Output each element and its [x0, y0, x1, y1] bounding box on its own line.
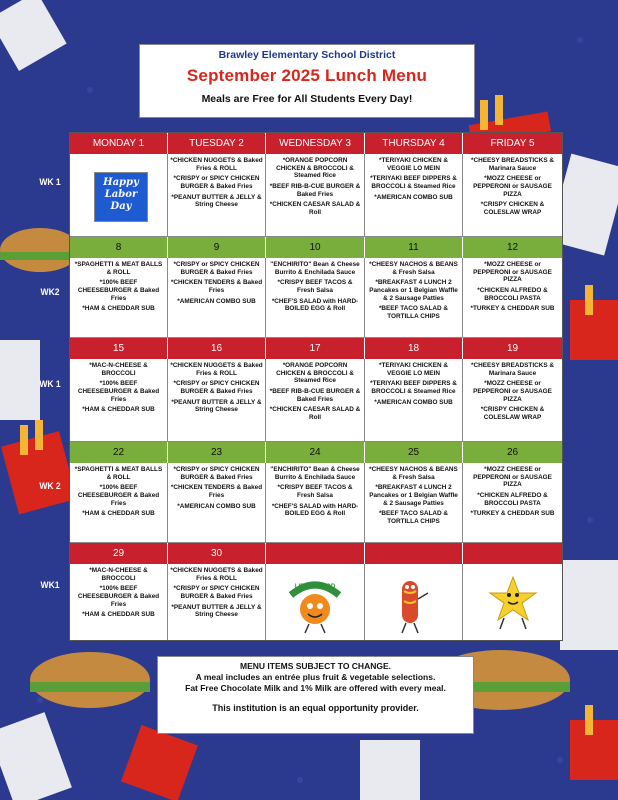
menu-item: *BEEF RIB-B-CUE BURGER & Baked Fries: [269, 183, 361, 198]
menu-item: *CRISPY or SPICY CHICKEN BURGER & Baked Fries: [173, 175, 260, 191]
menu-item: *MOZZ CHEESE or PEPPERONI or SAUSAGE PIZZA: [473, 380, 552, 403]
date-header: 17: [266, 338, 365, 359]
date-header: [365, 543, 463, 564]
menu-item: *TERIYAKI CHICKEN & VEGGIE LO MEIN: [378, 362, 448, 377]
menu-cell: [365, 258, 463, 338]
menu-cell: [70, 258, 168, 338]
menu-item: *CRISPY BEEF TACOS & Fresh Salsa: [277, 279, 353, 295]
footer-milk-notice: Fat Free Chocolate Milk and 1% Milk are offered with every meal.: [185, 683, 446, 693]
date-header: 22: [70, 442, 168, 463]
day-header-monday: MONDAY 1: [70, 133, 168, 154]
menu-item: *TURKEY & CHEDDAR SUB: [470, 510, 555, 518]
menu-item: *CRISPY CHICKEN & COLESLAW WRAP: [480, 406, 545, 422]
menu-cell: [70, 564, 168, 640]
menu-item: "ENCHIRITO" Bean & Cheese Burrito & Enchilada Sauce: [270, 466, 360, 481]
labor-day-text: Happy Labor Day: [103, 177, 139, 212]
week-label-3: WK 1: [39, 379, 61, 390]
date-header: 18: [365, 338, 463, 359]
day-header-thursday: THURSDAY 4: [365, 133, 463, 154]
menu-cell: [168, 154, 266, 237]
menu-cell: [463, 154, 562, 237]
menu-item: *100% BEEF CHEESEBURGER & Baked Fries: [77, 380, 160, 403]
menu-item: *CHICKEN ALFREDO & BROCCOLI PASTA: [477, 492, 548, 507]
menu-item: *TERIYAKI CHICKEN & VEGGIE LO MEIN: [378, 157, 448, 172]
date-header: 16: [168, 338, 266, 359]
menu-cell: [168, 564, 266, 640]
menu-item: *BEEF RIB-B-CUE BURGER & Baked Fries: [269, 388, 361, 403]
menu-item: *HAM & CHEDDAR SUB: [82, 305, 155, 313]
date-header: 11: [365, 237, 463, 258]
menu-item: *BEEF TACO SALAD & TORTILLA CHIPS: [378, 305, 449, 321]
menu-item: *HAM & CHEDDAR SUB: [82, 510, 155, 518]
date-header: 24: [266, 442, 365, 463]
menu-item: *CHICKEN CAESAR SALAD & Roll: [269, 201, 361, 217]
menu-item: *AMERICAN COMBO SUB: [177, 502, 256, 510]
menu-item: *AMERICAN COMBO SUB: [374, 398, 453, 406]
menu-cell: [463, 463, 562, 543]
menu-item: *CHICKEN CAESAR SALAD & Roll: [269, 406, 361, 422]
day-header-friday: FRIDAY 5: [463, 133, 562, 154]
menu-item: *MOZZ CHEESE or PEPPERONI or SAUSAGE PIZZA: [473, 466, 552, 489]
day-header-wednesday: WEDNESDAY 3: [266, 133, 365, 154]
date-header: 26: [463, 442, 562, 463]
menu-item: *TERIYAKI BEEF DIPPERS & BROCCOLI & Steamed Rice: [370, 175, 457, 191]
week-label-5: WK1: [40, 580, 60, 591]
footer-meal-description: A meal includes an entrée plus fruit & vegetable selections.: [195, 672, 436, 682]
menu-item: *SPAGHETTI & MEAT BALLS & ROLL: [74, 261, 163, 276]
date-header: 9: [168, 237, 266, 258]
menu-cell: [365, 359, 463, 442]
menu-item: *ORANGE POPCORN CHICKEN & BROCCOLI & Steamed Rice: [276, 157, 354, 180]
menu-cell: [463, 359, 562, 442]
menu-cell: [266, 258, 365, 338]
labor-day-image: [94, 172, 148, 222]
menu-item: *AMERICAN COMBO SUB: [177, 297, 256, 305]
week-label-4: WK 2: [39, 481, 61, 492]
menu-cell: [463, 258, 562, 338]
menu-cell: [70, 359, 168, 442]
menu-item: *CRISPY CHICKEN & COLESLAW WRAP: [480, 201, 545, 217]
menu-item: *CRISPY or SPICY CHICKEN BURGER & Baked Fries: [173, 466, 260, 481]
date-header: 23: [168, 442, 266, 463]
orange-mascot-icon: [285, 573, 345, 635]
menu-item: "ENCHIRITO" Bean & Cheese Burrito & Enchilada Sauce: [270, 261, 360, 276]
week-label-1: WK 1: [39, 177, 61, 188]
menu-header: [139, 44, 475, 118]
menu-item: *BREAKFAST 4 LUNCH 2 Pancakes or 1 Belgian Waffle & 2 Sausage Patties: [369, 279, 458, 302]
menu-item: *BEEF TACO SALAD & TORTILLA CHIPS: [378, 510, 449, 526]
menu-item: *CHEESY NACHOS & BEANS & Fresh Salsa: [369, 261, 458, 276]
menu-item: *MAC-N-CHEESE & BROCCOLI: [89, 567, 148, 582]
footer-equal-opportunity: This institution is an equal opportunity provider.: [212, 703, 419, 713]
menu-item: *MOZZ CHEESE or PEPPERONI or SAUSAGE PIZZA: [473, 175, 552, 198]
menu-item: *PEANUT BUTTER & JELLY & String Cheese: [171, 193, 262, 209]
date-header: 12: [463, 237, 562, 258]
menu-item: *CHICKEN NUGGETS & Baked Fries & ROLL: [170, 362, 263, 377]
menu-item: *100% BEEF CHEESEBURGER & Baked Fries: [77, 585, 160, 608]
menu-item: *CHICKEN NUGGETS & Baked Fries & ROLL: [170, 157, 263, 172]
menu-cell: [365, 154, 463, 237]
menu-item: *CHEESY NACHOS & BEANS & Fresh Salsa: [369, 466, 458, 481]
menu-item: *SPAGHETTI & MEAT BALLS & ROLL: [74, 466, 163, 481]
menu-item: *MOZZ CHEESE or PEPPERONI or SAUSAGE PIZZA: [473, 261, 552, 284]
star-mascot-icon: [488, 575, 538, 631]
menu-item: *100% BEEF CHEESEBURGER & Baked Fries: [77, 279, 160, 302]
mascot-cell-hotdog: [365, 564, 463, 640]
menu-item: *BREAKFAST 4 LUNCH 2 Pancakes or 1 Belgian Waffle & 2 Sausage Patties: [369, 484, 458, 507]
menu-cell: [266, 463, 365, 543]
date-header: 19: [463, 338, 562, 359]
day-header-tuesday: TUESDAY 2: [168, 133, 266, 154]
menu-title: September 2025 Lunch Menu: [186, 66, 428, 85]
menu-item: *CHEF'S SALAD with HARD-BOILED EGG & Roll: [271, 297, 359, 313]
mascot-cell-star: [463, 564, 562, 640]
date-header: [463, 543, 562, 564]
menu-item: *MAC-N-CHEESE & BROCCOLI: [89, 362, 148, 377]
menu-item: *HAM & CHEDDAR SUB: [82, 611, 155, 619]
date-header: [266, 543, 365, 564]
life-is-good-text: LIFE IS GOOD: [294, 583, 336, 590]
free-meals-notice: Meals are Free for All Students Every Day!: [201, 93, 413, 105]
date-header: 30: [168, 543, 266, 564]
menu-item: *CHICKEN NUGGETS & Baked Fries & ROLL: [170, 567, 263, 582]
menu-cell: [266, 359, 365, 442]
menu-cell: [365, 463, 463, 543]
menu-item: *CRISPY or SPICY CHICKEN BURGER & Baked Fries: [173, 585, 260, 601]
menu-item: *CHEESY BREADSTICKS & Marinara Sauce: [471, 362, 554, 377]
menu-footer: [157, 656, 474, 734]
menu-item: *HAM & CHEDDAR SUB: [82, 406, 155, 414]
menu-item: *TURKEY & CHEDDAR SUB: [470, 305, 555, 313]
footer-change-notice: MENU ITEMS SUBJECT TO CHANGE.: [240, 661, 391, 671]
menu-cell: [168, 463, 266, 543]
menu-item: *ORANGE POPCORN CHICKEN & BROCCOLI & Steamed Rice: [276, 362, 354, 385]
date-header: 25: [365, 442, 463, 463]
menu-item: *CHICKEN TENDERS & Baked Fries: [170, 484, 263, 500]
hotdog-mascot-icon: [394, 575, 434, 635]
menu-item: *CHEF'S SALAD with HARD-BOILED EGG & Roll: [271, 502, 359, 518]
mascot-cell-orange: [266, 564, 365, 640]
menu-item: *CRISPY or SPICY CHICKEN BURGER & Baked Fries: [173, 380, 260, 396]
lunch-calendar: [69, 132, 563, 641]
menu-item: *TERIYAKI BEEF DIPPERS & BROCCOLI & Steamed Rice: [370, 380, 457, 396]
menu-item: *CHICKEN ALFREDO & BROCCOLI PASTA: [477, 287, 548, 302]
menu-cell: [266, 154, 365, 237]
menu-item: *CHICKEN TENDERS & Baked Fries: [170, 279, 263, 295]
date-header: 8: [70, 237, 168, 258]
menu-item: *CRISPY or SPICY CHICKEN BURGER & Baked Fries: [173, 261, 260, 276]
menu-item: *CHEESY BREADSTICKS & Marinara Sauce: [471, 157, 554, 172]
week-label-2: WK2: [40, 287, 60, 298]
menu-item: *AMERICAN COMBO SUB: [374, 193, 453, 201]
menu-item: *PEANUT BUTTER & JELLY & String Cheese: [171, 398, 262, 414]
menu-cell: [168, 258, 266, 338]
menu-item: *CRISPY BEEF TACOS & Fresh Salsa: [277, 484, 353, 500]
menu-item: *PEANUT BUTTER & JELLY & String Cheese: [171, 603, 262, 619]
menu-cell: [70, 463, 168, 543]
menu-item: *100% BEEF CHEESEBURGER & Baked Fries: [77, 484, 160, 507]
date-header: 29: [70, 543, 168, 564]
district-name: Brawley Elementary School District: [218, 49, 396, 61]
menu-cell-labor-day: [70, 154, 168, 237]
date-header: 10: [266, 237, 365, 258]
menu-cell: [168, 359, 266, 442]
date-header: 15: [70, 338, 168, 359]
